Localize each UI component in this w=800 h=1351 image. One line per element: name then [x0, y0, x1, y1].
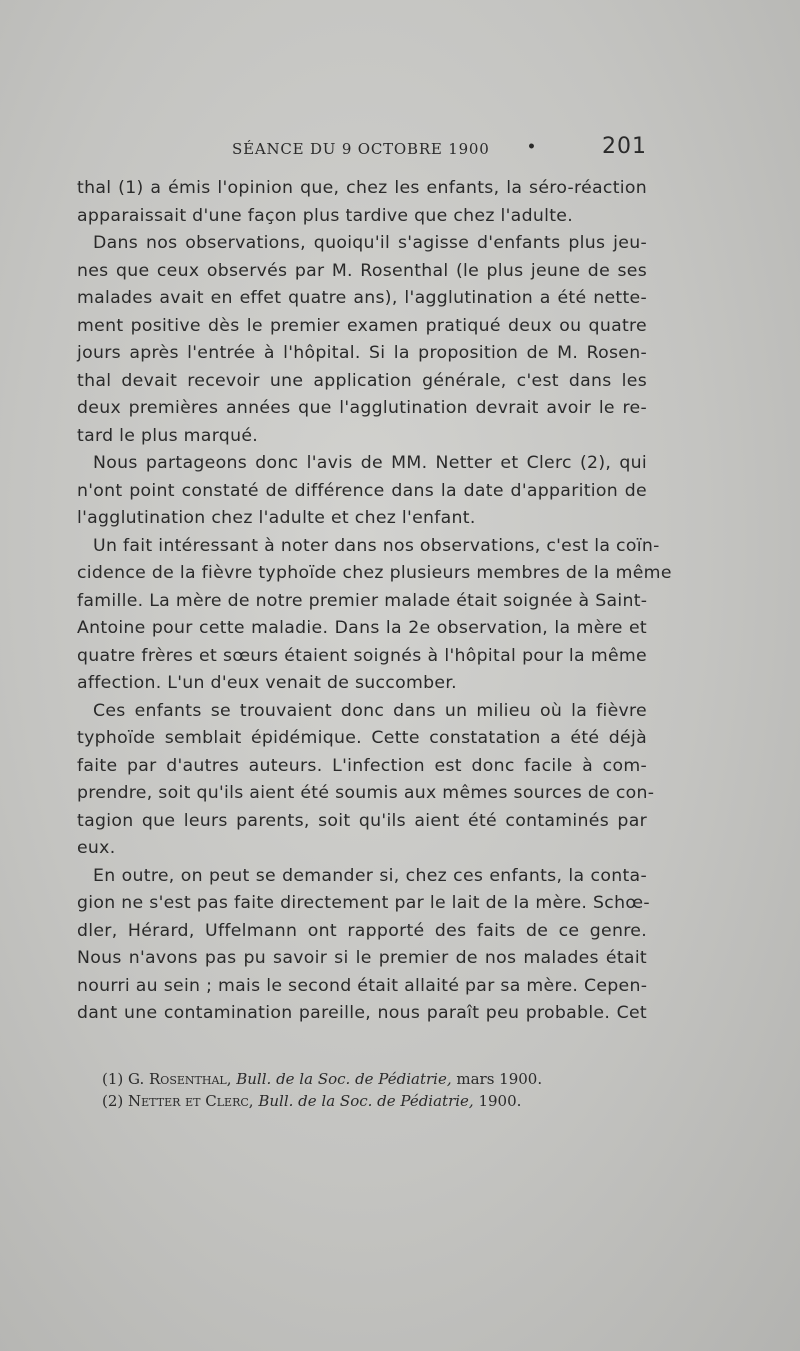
text-line: dant une contamination pareille, nous paraît peu probable. Cet — [77, 1003, 647, 1023]
page-number: 201 — [602, 134, 647, 159]
text-line: Dans nos observations, quoiqu'il s'agisse d'enfants plus jeu- — [93, 233, 647, 253]
running-title: SÉANCE DU 9 OCTOBRE 1900 — [232, 140, 490, 158]
footnote-author: Netter et Clerc, — [128, 1092, 254, 1110]
footnote-author: G. Rosenthal, — [128, 1070, 232, 1088]
text-line: jours après l'entrée à l'hôpital. Si la proposition de M. Rosen- — [77, 343, 647, 363]
footnote — [102, 1068, 572, 1090]
footnote-number: (1) — [102, 1070, 124, 1088]
text-line: deux premières années que l'agglutination devrait avoir le re- — [77, 398, 647, 418]
text-line: En outre, on peut se demander si, chez ces enfants, la conta- — [93, 865, 647, 886]
text-line: apparaissait d'une façon plus tardive que chez l'adulte. — [77, 205, 573, 226]
text-line: tagion que leurs parents, soit qu'ils aient été contaminés par — [77, 810, 647, 831]
text-line: Antoine pour cette maladie. Dans la 2e observation, la mère et — [77, 618, 647, 638]
text-line: quatre frères et sœurs étaient soignés à l'hôpital pour la même — [77, 645, 647, 666]
text-line: malades avait en effet quatre ans), l'agglutination a été nette- — [77, 288, 647, 308]
text-line: dler, Hérard, Uffelmann ont rapporté des faits de ce genre. — [77, 920, 647, 941]
text-line: eux. — [77, 838, 116, 858]
text-line: gion ne s'est pas faite directement par le lait de la mère. Schœ- — [77, 893, 650, 913]
text-line: Nous partageons donc l'avis de MM. Netter et Clerc (2), qui — [93, 453, 647, 473]
footnotes — [102, 1068, 572, 1112]
text-line: Nous n'avons pas pu savoir si le premier de nos malades était — [77, 948, 647, 968]
page-header — [77, 134, 647, 164]
text-line: ment positive dès le premier examen pratiqué deux ou quatre — [77, 315, 647, 336]
text-line: Ces enfants se trouvaient donc dans un milieu où la fièvre — [93, 700, 647, 721]
text-line: affection. L'un d'eux venait de succomber. — [77, 673, 457, 693]
text-line: faite par d'autres auteurs. L'infection est donc facile à com- — [77, 755, 647, 776]
text-line: thal (1) a émis l'opinion que, chez les enfants, la séro-réaction — [77, 178, 647, 198]
text-line: typhoïde semblait épidémique. Cette constatation a été déjà — [77, 728, 647, 748]
text-line: Un fait intéressant à noter dans nos observations, c'est la coïn- — [93, 535, 660, 556]
footnote-date: mars 1900. — [456, 1070, 543, 1088]
footnote-date: 1900. — [478, 1092, 522, 1110]
text-line: prendre, soit qu'ils aient été soumis aux mêmes sources de con- — [77, 783, 655, 803]
text-line: thal devait recevoir une application générale, c'est dans les — [77, 370, 647, 391]
text-line: l'agglutination chez l'adulte et chez l'enfant. — [77, 508, 476, 528]
text-line: famille. La mère de notre premier malade était soignée à Saint- — [77, 590, 648, 611]
footnote-journal: Bull. de la Soc. de Pédiatrie, — [258, 1092, 474, 1110]
footnote-journal: Bull. de la Soc. de Pédiatrie, — [236, 1070, 452, 1088]
text-line: cidence de la fièvre typhoïde chez plusieurs membres de la même — [77, 563, 672, 583]
text-line: nes que ceux observés par M. Rosenthal (le plus jeune de ses — [77, 260, 647, 281]
footnote — [102, 1090, 572, 1112]
header-mark: • — [527, 139, 536, 155]
text-line: n'ont point constaté de différence dans la date d'apparition de — [77, 480, 647, 501]
body-text — [77, 175, 672, 1028]
footnote-number: (2) — [102, 1092, 124, 1110]
text-line: nourri au sein ; mais le second était allaité par sa mère. Cepen- — [77, 975, 648, 996]
text-line: tard le plus marqué. — [77, 425, 259, 446]
